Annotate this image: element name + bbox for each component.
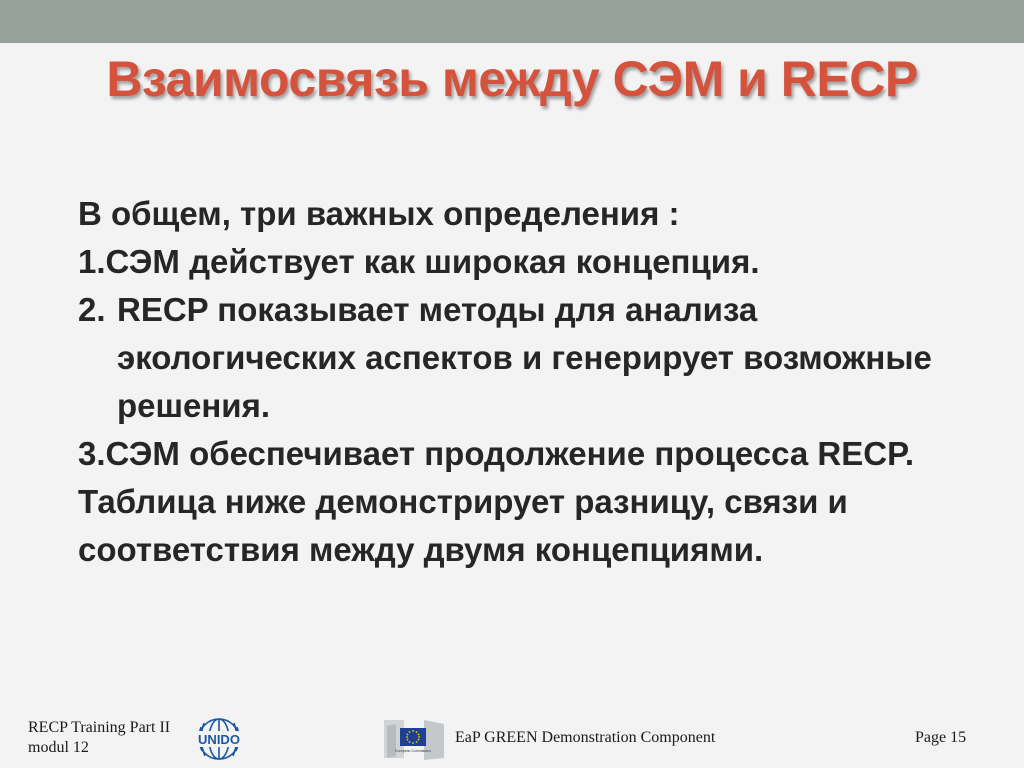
list-item-number: 2. — [78, 291, 106, 328]
european-commission-logo — [384, 716, 446, 762]
list-item-text: RECP показывает методы для анализа экологических аспектов и генерирует возможные решения. — [117, 291, 932, 424]
list-item-text: СЭМ действует как широкая концепция. — [105, 243, 760, 280]
top-bar — [0, 0, 1024, 43]
intro-text: В общем, три важных определения : — [78, 195, 680, 232]
eu-logo-text: European Commission — [395, 749, 431, 753]
list-item-3 — [78, 430, 998, 478]
footer-component: EaP GREEN Demonstration Component — [455, 729, 716, 746]
list-item-1 — [78, 238, 998, 286]
list-item-text: СЭМ обеспечивает продолжение процесса RECP. — [105, 435, 915, 472]
list-item-number: 1. — [78, 243, 106, 280]
page-number: Page 15 — [915, 729, 967, 746]
unido-logo-text: UNIDO — [198, 732, 240, 747]
footer-module: modul 12 — [28, 739, 89, 756]
unido-logo — [194, 714, 244, 764]
footer-course-info — [28, 718, 170, 758]
slide-body — [78, 190, 998, 574]
closing-text: Таблица ниже демонстрирует разницу, связи и соответствия между двумя концепциями. — [78, 483, 848, 568]
list-item-2 — [78, 286, 998, 430]
slide-title: Взаимосвязь между СЭМ и RECP — [106, 51, 918, 107]
footer — [0, 700, 1024, 768]
footer-course-title: RECP Training Part II — [28, 719, 171, 736]
list-item-number: 3. — [78, 435, 106, 472]
